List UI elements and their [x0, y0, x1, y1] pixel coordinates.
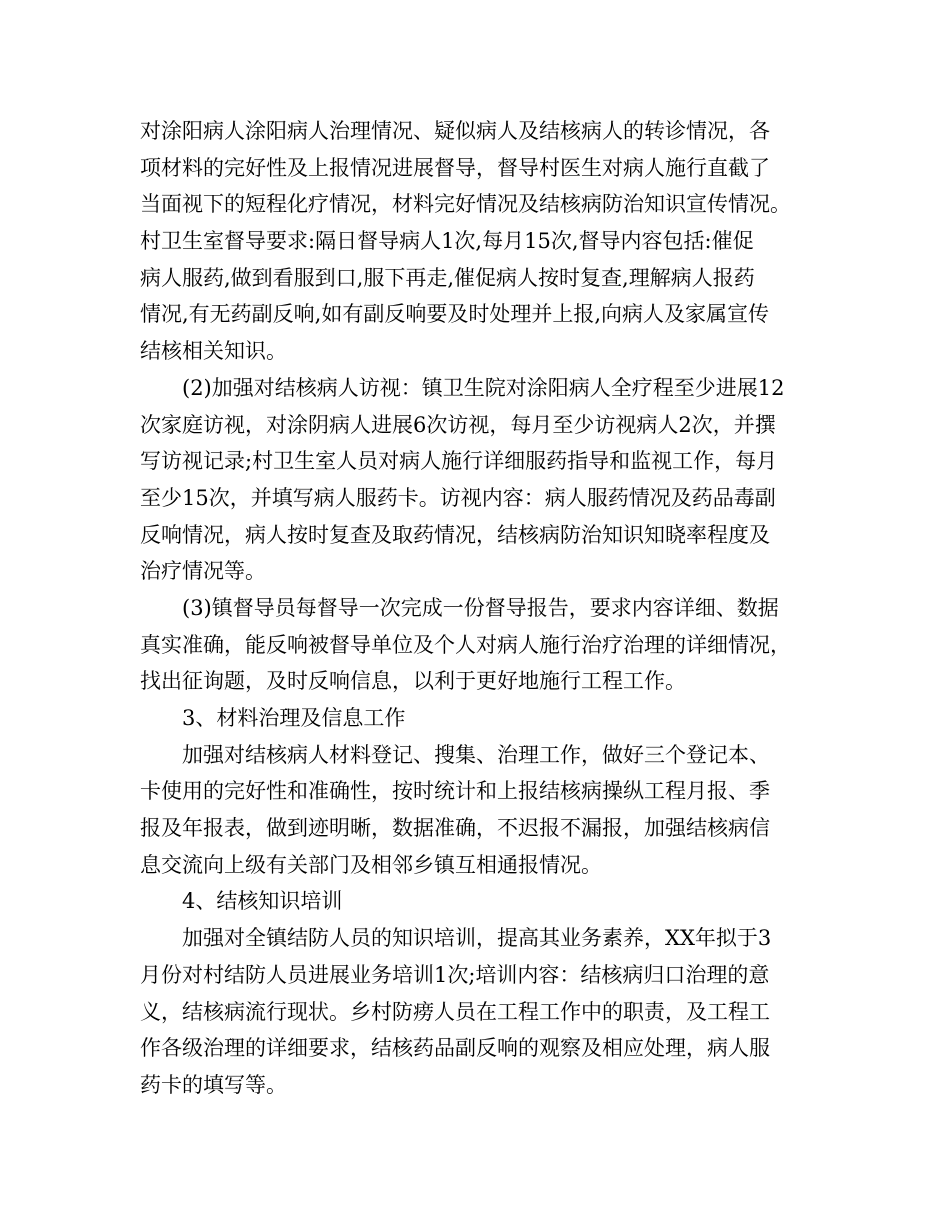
text-line: 月份对村结防人员进展业务培训1次;培训内容：结核病归口治理的意 — [140, 962, 770, 987]
text-line: 病人服药,做到看服到口,服下再走,催促病人按时复查,理解病人报药 — [140, 265, 755, 290]
text-line: 写访视记录;村卫生室人员对病人施行详细服药指导和监视工作，每月 — [140, 449, 778, 474]
paragraph-training-start: 加强对全镇结防人员的知识培训，提高其业务素养，XX年拟于3 — [182, 926, 772, 951]
paragraph-3-start: (3)镇督导员每督导一次完成一份督导报告，要求内容详细、数据 — [182, 595, 779, 620]
text-line: 当面视下的短程化疗情况，材料完好情况及结核病防治知识宣传情况。 — [140, 192, 791, 217]
section-heading-4: 4、结核知识培训 — [182, 889, 343, 914]
section-heading-3: 3、材料治理及信息工作 — [182, 706, 406, 730]
text-line: 反响情况，病人按时复查及取药情况，结核病防治知识知晓率程度及 — [140, 522, 770, 547]
text-line: 卡使用的完好性和准确性，按时统计和上报结核病操纵工程月报、季 — [140, 779, 770, 804]
text-line: 药卡的填写等。 — [140, 1072, 287, 1097]
text-line: 次家庭访视，对涂阴病人进展6次访视，每月至少访视病人2次，并撰 — [140, 412, 776, 437]
text-line: 作各级治理的详细要求，结核药品副反响的观察及相应处理，病人服 — [140, 1036, 770, 1061]
text-line: 对涂阳病人涂阳病人治理情况、疑似病人及结核病人的转诊情况，各 — [140, 119, 770, 143]
text-line: 村卫生室督导要求:隔日督导病人1次,每月15次,督导内容包括:催促 — [140, 229, 754, 254]
text-line: 治疗情况等。 — [140, 559, 266, 584]
paragraph-2-start: (2)加强对结核病人访视：镇卫生院对涂阳病人全疗程至少进展12 — [182, 375, 785, 400]
text-line: 义，结核病流行现状。乡村防痨人员在工程工作中的职责，及工程工 — [140, 999, 770, 1024]
text-line: 息交流向上级有关部门及相邻乡镇互相通报情况。 — [140, 852, 602, 877]
document-body — [140, 113, 830, 1104]
text-line: 结核相关知识。 — [140, 339, 287, 364]
text-line: 真实准确，能反响被督导单位及个人对病人施行治疗治理的详细情况， — [140, 632, 791, 657]
paragraph-materials-start: 加强对结核病人材料登记、搜集、治理工作，做好三个登记本、 — [182, 742, 770, 767]
text-line: 找出征询题，及时反响信息，以利于更好地施行工程工作。 — [140, 669, 686, 694]
text-line: 项材料的完好性及上报情况进展督导，督导村医生对病人施行直截了 — [140, 155, 770, 180]
text-line: 报及年报表，做到迹明晰，数据准确，不迟报不漏报，加强结核病信 — [140, 816, 770, 841]
text-line: 至少15次，并填写病人服药卡。访视内容：病人服药情况及药品毒副 — [140, 485, 776, 510]
text-line: 情况,有无药副反响,如有副反响要及时处理并上报,向病人及家属宣传 — [140, 302, 770, 327]
